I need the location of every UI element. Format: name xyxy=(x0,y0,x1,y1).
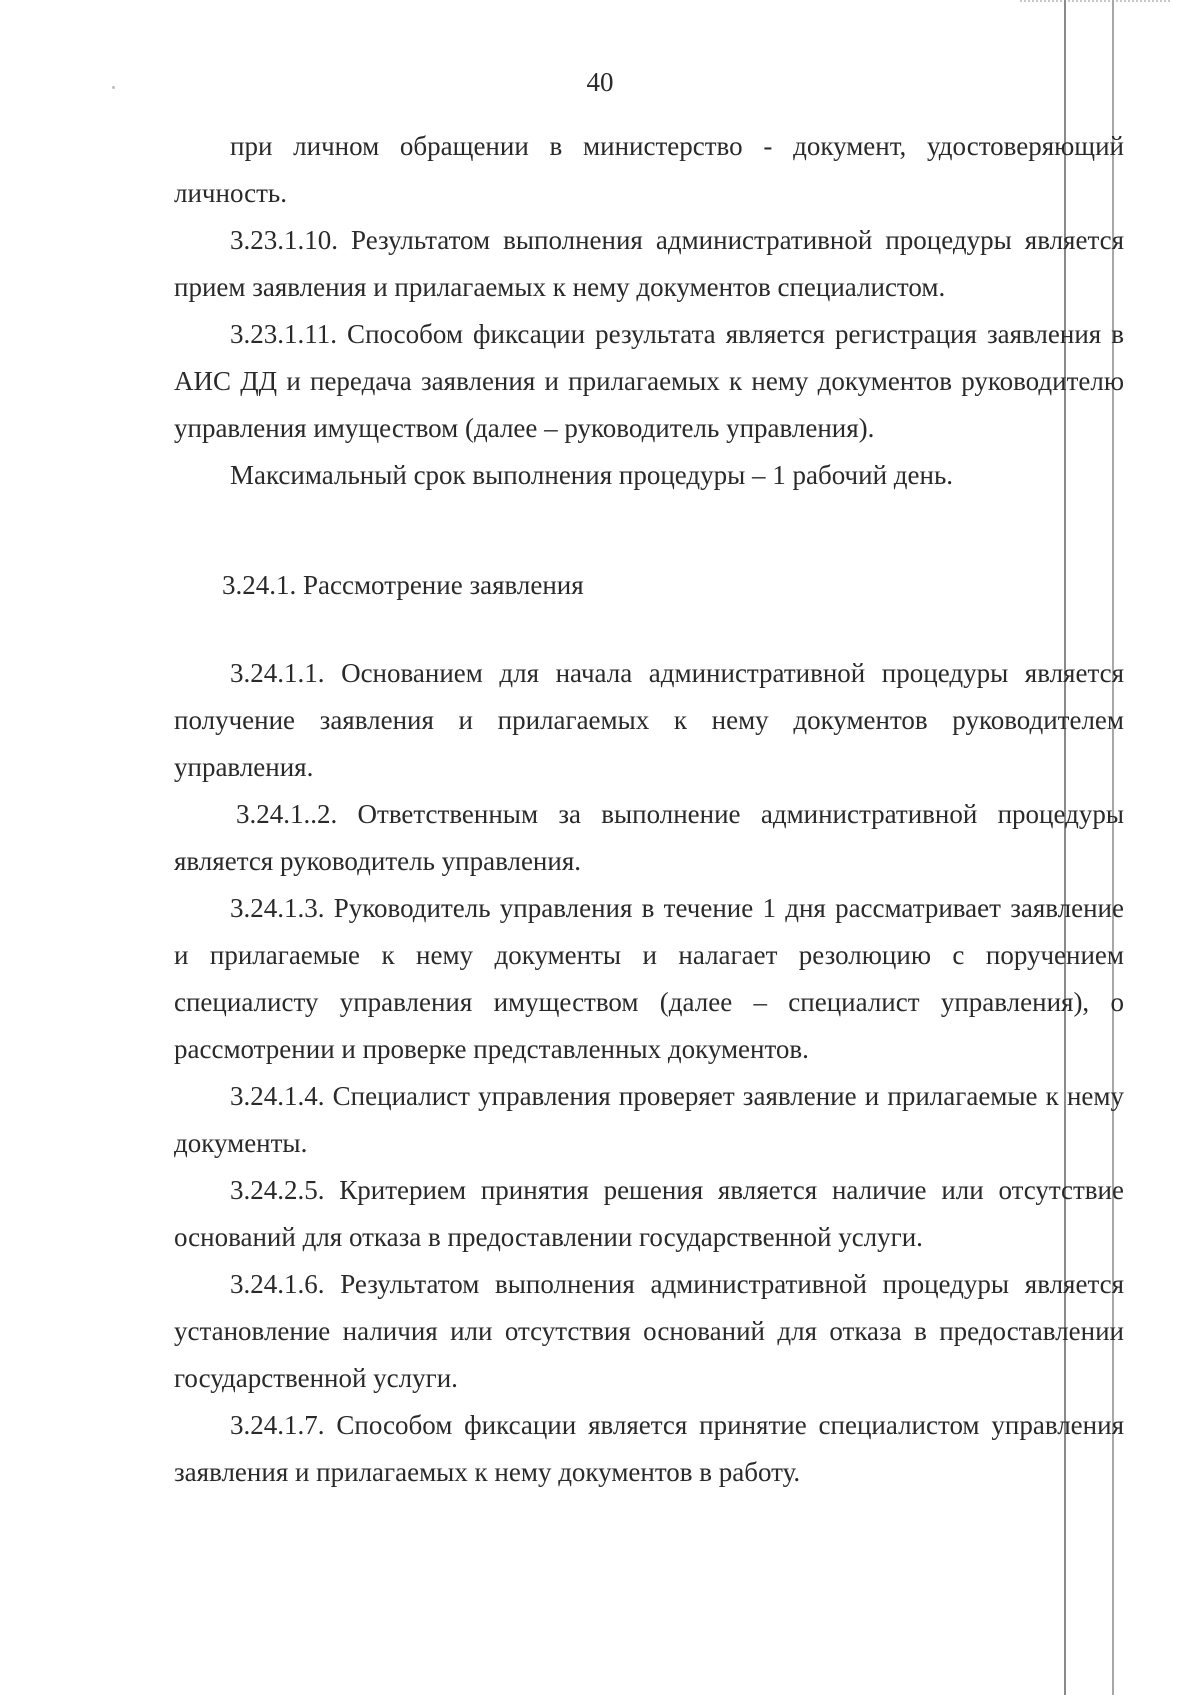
body-text-bottom xyxy=(174,650,1124,1496)
paragraph: 3.24.1.3. Руководитель управления в течение 1 дня рассматривает заявление и прилагаемые к нему документы и налагает резолюцию с поручением специалисту управления имуществом (далее – специалист управления), о рассмотрении и проверке представленных документов. xyxy=(174,893,1124,1064)
scan-artifact-marks xyxy=(1020,0,1170,10)
section-heading: 3.24.1. Рассмотрение заявления xyxy=(222,570,584,600)
paragraph: 3.23.1.10. Результатом выполнения административной процедуры является прием заявления и прилагаемых к нему документов специалистом. xyxy=(174,225,1124,302)
paragraph: 3.24.1..2. Ответственным за выполнение административной процедуры является руководитель управления. xyxy=(174,799,1124,876)
paragraph: 3.24.2.5. Критерием принятия решения является наличие или отсутствие оснований для отказа в предоставлении государственной услуги. xyxy=(174,1175,1124,1252)
page-number: 40 xyxy=(586,67,614,97)
paragraph: 3.24.1.6. Результатом выполнения административной процедуры является установление наличия или отсутствия оснований для отказа в предоставлении государственной услуги. xyxy=(174,1269,1124,1393)
section-heading-wrap xyxy=(174,562,1124,609)
paragraph: 3.24.1.1. Основанием для начала административной процедуры является получение заявления и прилагаемых к нему документов руководителем управления. xyxy=(174,658,1124,782)
body-text-top xyxy=(174,123,1124,499)
paragraph: 3.23.1.11. Способом фиксации результата является регистрация заявления в АИС ДД и передача заявления и прилагаемых к нему документов руководителю управления имуществом (далее – руководитель управления). xyxy=(174,319,1124,443)
paragraph: Максимальный срок выполнения процедуры – 1 рабочий день. xyxy=(230,460,954,490)
paragraph: при личном обращении в министерство - документ, удостоверяющий личность. xyxy=(174,131,1124,208)
paragraph: 3.24.1.4. Специалист управления проверяет заявление и прилагаемые к нему документы. xyxy=(174,1081,1124,1158)
paragraph: 3.24.1.7. Способом фиксации является принятие специалистом управления заявления и прилагаемых к нему документов в работу. xyxy=(174,1410,1124,1487)
